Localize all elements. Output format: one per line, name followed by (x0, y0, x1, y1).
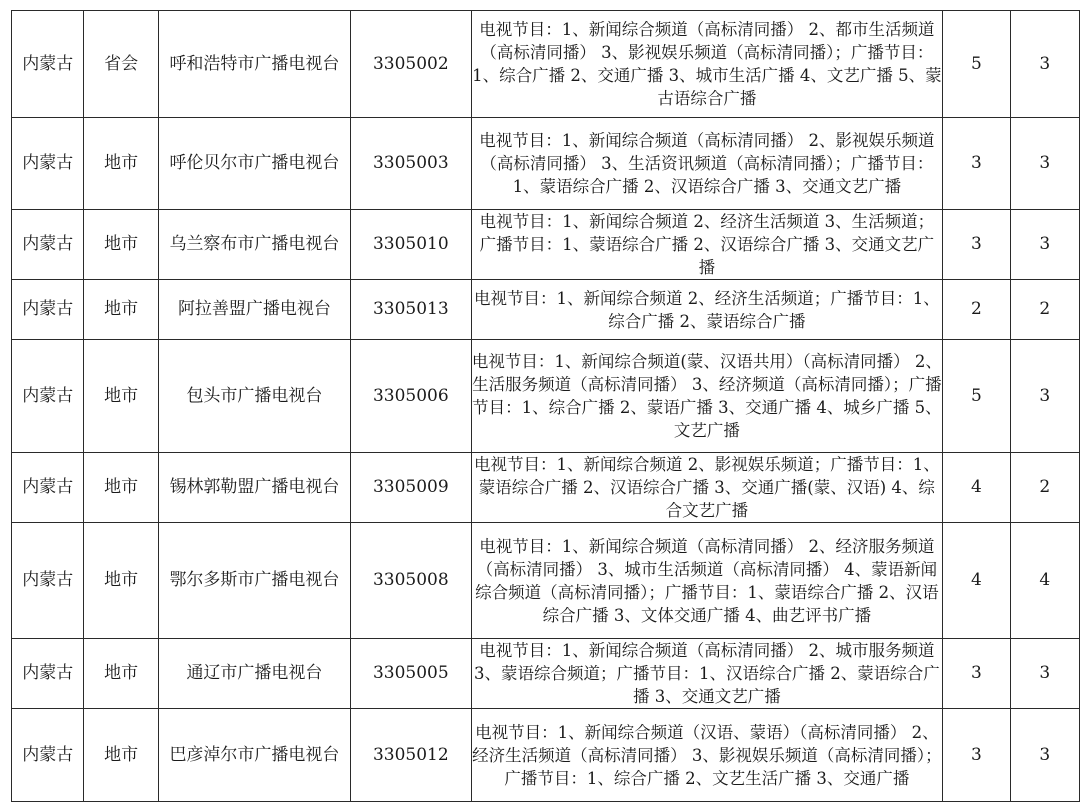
radio-count-cell: 3 (1010, 709, 1079, 802)
table-row (12, 11, 1080, 118)
radio-count-cell: 3 (1010, 340, 1079, 453)
tv-count-cell: 2 (943, 280, 1010, 340)
province-cell: 内蒙古 (12, 340, 84, 453)
station-code-cell: 3305005 (351, 639, 472, 709)
station-code-cell: 3305002 (351, 11, 472, 118)
station-name-cell: 呼和浩特市广播电视台 (158, 11, 350, 118)
programs-cell: 电视节目：1、新闻综合频道(蒙、汉语共用）（高标清同播） 2、生活服务频道（高标清同播） 3、经济频道（高标清同播）；广播节目：1、综合广播 2、蒙语广播 3、交通广播 4、城乡广播 5、文艺广播 (471, 340, 943, 453)
level-cell: 地市 (84, 280, 158, 340)
station-code-cell: 3305009 (351, 453, 472, 523)
station-name-cell: 通辽市广播电视台 (158, 639, 350, 709)
station-name-cell: 包头市广播电视台 (158, 340, 350, 453)
table-row (12, 340, 1080, 453)
table-row (12, 118, 1080, 210)
station-name-cell: 锡林郭勒盟广播电视台 (158, 453, 350, 523)
radio-count-cell: 3 (1010, 118, 1079, 210)
radio-count-cell: 3 (1010, 11, 1079, 118)
radio-count-cell: 4 (1010, 523, 1079, 639)
station-code-cell: 3305003 (351, 118, 472, 210)
station-name-cell: 巴彦淖尔市广播电视台 (158, 709, 350, 802)
level-cell: 地市 (84, 709, 158, 802)
radio-count-cell: 3 (1010, 210, 1079, 280)
tv-count-cell: 3 (943, 210, 1010, 280)
programs-cell: 电视节目：1、新闻综合频道 2、经济生活频道 3、生活频道；广播节目：1、蒙语综合广播 2、汉语综合广播 3、交通文艺广播 (471, 210, 943, 280)
programs-cell: 电视节目：1、新闻综合频道（高标清同播） 2、城市服务频道 3、蒙语综合频道；广播节目：1、汉语综合广播 2、蒙语综合广播 3、交通文艺广播 (471, 639, 943, 709)
tv-count-cell: 3 (943, 118, 1010, 210)
province-cell: 内蒙古 (12, 280, 84, 340)
tv-count-cell: 3 (943, 709, 1010, 802)
station-code-cell: 3305012 (351, 709, 472, 802)
tv-count-cell: 5 (943, 11, 1010, 118)
level-cell: 地市 (84, 118, 158, 210)
programs-cell: 电视节目：1、新闻综合频道（高标清同播） 2、影视娱乐频道（高标清同播） 3、生活资讯频道（高标清同播）；广播节目：1、蒙语综合广播 2、汉语综合广播 3、交通文艺广播 (471, 118, 943, 210)
table-row (12, 523, 1080, 639)
level-cell: 地市 (84, 210, 158, 280)
province-cell: 内蒙古 (12, 453, 84, 523)
programs-cell: 电视节目：1、新闻综合频道（高标清同播） 2、经济服务频道（高标清同播） 3、城市生活频道（高标清同播） 4、蒙语新闻综合频道（高标清同播）；广播节目：1、蒙语综合广播 2、汉语综合广播 3、文体交通广播 4、曲艺评书广播 (471, 523, 943, 639)
tv-count-cell: 5 (943, 340, 1010, 453)
level-cell: 省会 (84, 11, 158, 118)
table-row (12, 280, 1080, 340)
level-cell: 地市 (84, 453, 158, 523)
level-cell: 地市 (84, 523, 158, 639)
province-cell: 内蒙古 (12, 118, 84, 210)
station-name-cell: 阿拉善盟广播电视台 (158, 280, 350, 340)
station-name-cell: 乌兰察布市广播电视台 (158, 210, 350, 280)
programs-cell: 电视节目：1、新闻综合频道 2、经济生活频道；广播节目：1、综合广播 2、蒙语综合广播 (471, 280, 943, 340)
province-cell: 内蒙古 (12, 210, 84, 280)
province-cell: 内蒙古 (12, 709, 84, 802)
station-name-cell: 鄂尔多斯市广播电视台 (158, 523, 350, 639)
table-row (12, 210, 1080, 280)
province-cell: 内蒙古 (12, 11, 84, 118)
programs-cell: 电视节目：1、新闻综合频道 2、影视娱乐频道；广播节目：1、蒙语综合广播 2、汉语综合广播 3、交通广播(蒙、汉语) 4、综合文艺广播 (471, 453, 943, 523)
level-cell: 地市 (84, 639, 158, 709)
station-name-cell: 呼伦贝尔市广播电视台 (158, 118, 350, 210)
province-cell: 内蒙古 (12, 639, 84, 709)
radio-count-cell: 2 (1010, 453, 1079, 523)
tv-count-cell: 4 (943, 453, 1010, 523)
tv-count-cell: 4 (943, 523, 1010, 639)
station-code-cell: 3305010 (351, 210, 472, 280)
table-row (12, 639, 1080, 709)
programs-cell: 电视节目：1、新闻综合频道（汉语、蒙语）（高标清同播） 2、经济生活频道（高标清同播） 3、影视娱乐频道（高标清同播）；广播节目：1、综合广播 2、文艺生活广播 3、交通广播 (471, 709, 943, 802)
station-code-cell: 3305008 (351, 523, 472, 639)
radio-count-cell: 2 (1010, 280, 1079, 340)
province-cell: 内蒙古 (12, 523, 84, 639)
programs-cell: 电视节目：1、新闻综合频道（高标清同播） 2、都市生活频道（高标清同播） 3、影视娱乐频道（高标清同播）；广播节目：1、综合广播 2、交通广播 3、城市生活广播 4、文艺广播 5、蒙古语综合广播 (471, 11, 943, 118)
broadcast-station-table (11, 10, 1080, 802)
station-code-cell: 3305006 (351, 340, 472, 453)
table-row (12, 453, 1080, 523)
radio-count-cell: 3 (1010, 639, 1079, 709)
tv-count-cell: 3 (943, 639, 1010, 709)
level-cell: 地市 (84, 340, 158, 453)
table-row (12, 709, 1080, 802)
station-code-cell: 3305013 (351, 280, 472, 340)
